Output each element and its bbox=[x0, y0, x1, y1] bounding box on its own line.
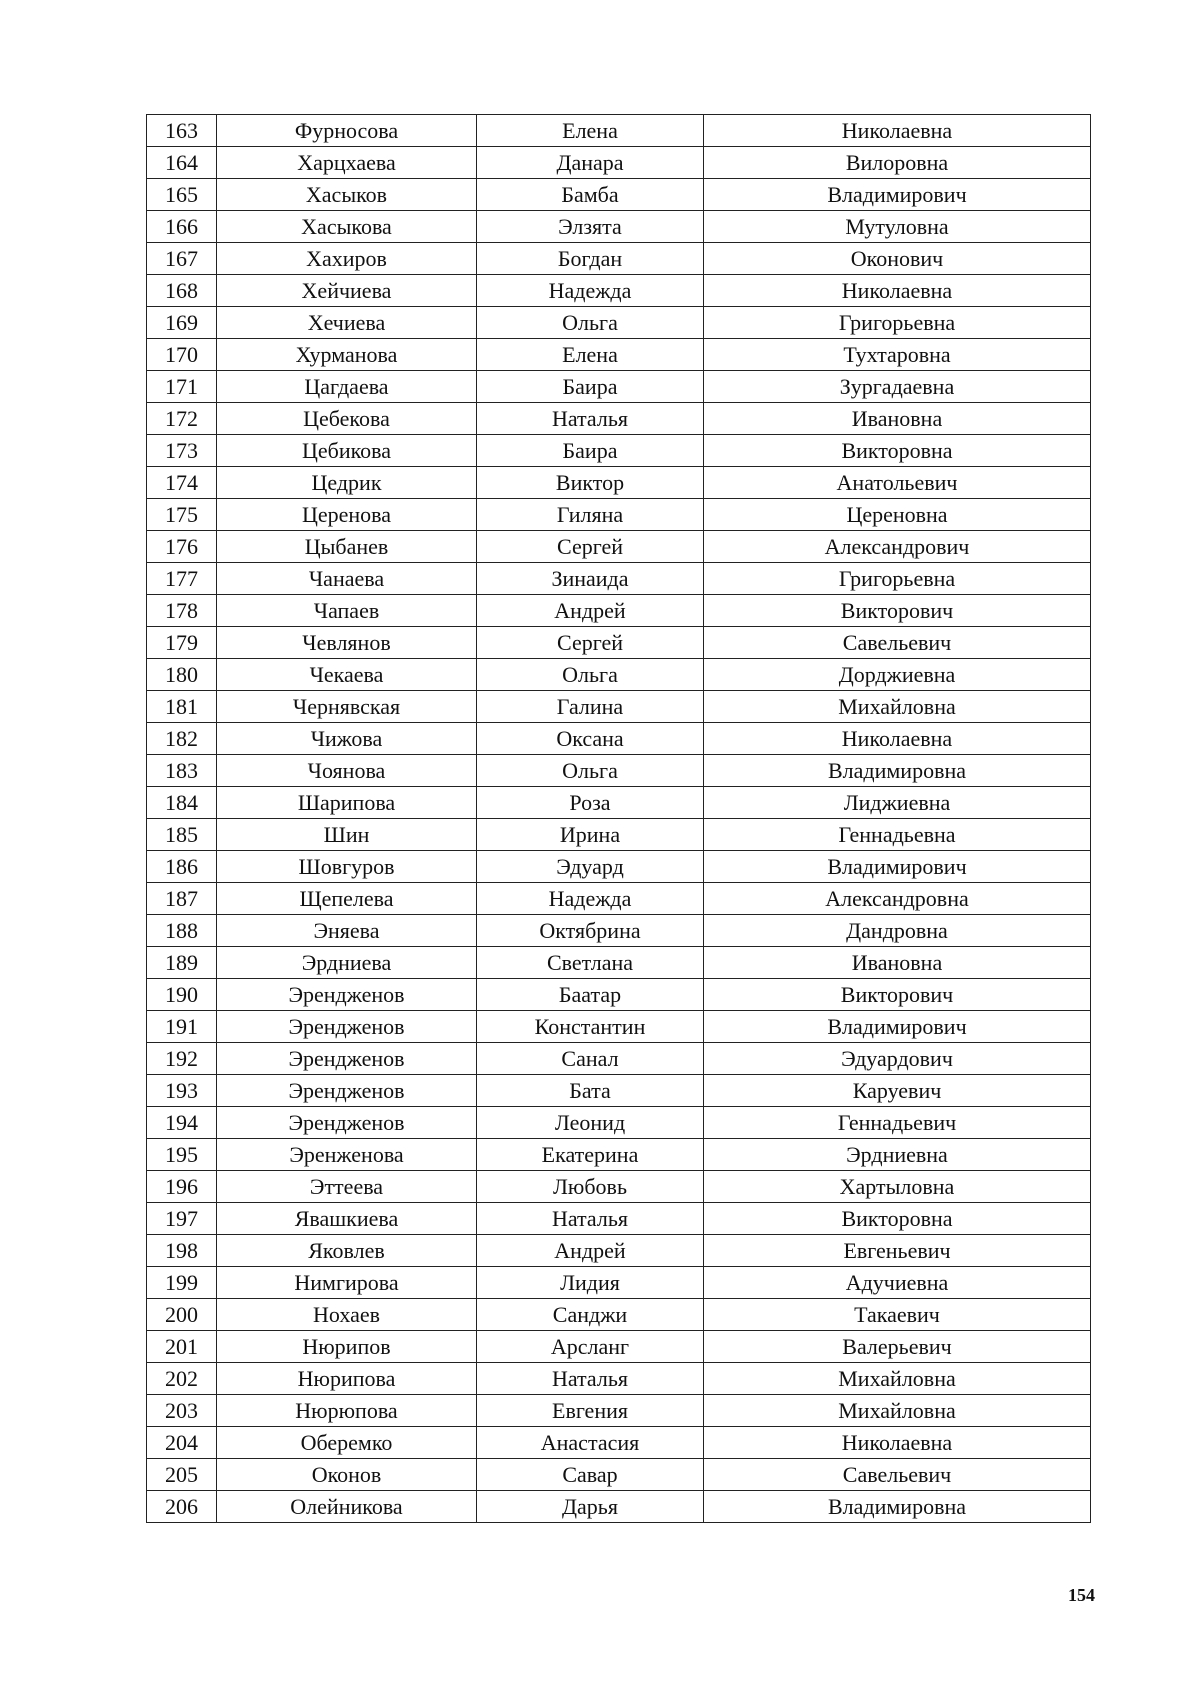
patronymic-cell: Оконович bbox=[704, 243, 1091, 275]
table-row bbox=[147, 275, 1091, 307]
row-number-cell: 182 bbox=[147, 723, 217, 755]
row-number-cell: 174 bbox=[147, 467, 217, 499]
first-name-cell: Надежда bbox=[477, 275, 704, 307]
last-name-cell: Харцхаева bbox=[217, 147, 477, 179]
last-name-cell: Оконов bbox=[217, 1459, 477, 1491]
table-row bbox=[147, 1299, 1091, 1331]
row-number-cell: 172 bbox=[147, 403, 217, 435]
patronymic-cell: Александровна bbox=[704, 883, 1091, 915]
last-name-cell: Оберемко bbox=[217, 1427, 477, 1459]
row-number-cell: 199 bbox=[147, 1267, 217, 1299]
table-row bbox=[147, 1043, 1091, 1075]
table-row bbox=[147, 1011, 1091, 1043]
last-name-cell: Цыбанев bbox=[217, 531, 477, 563]
first-name-cell: Наталья bbox=[477, 1363, 704, 1395]
table-row bbox=[147, 659, 1091, 691]
last-name-cell: Нюрипов bbox=[217, 1331, 477, 1363]
last-name-cell: Щепелева bbox=[217, 883, 477, 915]
patronymic-cell: Валерьевич bbox=[704, 1331, 1091, 1363]
last-name-cell: Цебекова bbox=[217, 403, 477, 435]
last-name-cell: Нюрипова bbox=[217, 1363, 477, 1395]
row-number-cell: 166 bbox=[147, 211, 217, 243]
last-name-cell: Чанаева bbox=[217, 563, 477, 595]
first-name-cell: Баира bbox=[477, 435, 704, 467]
last-name-cell: Эрендженов bbox=[217, 1075, 477, 1107]
roster-table-body bbox=[147, 115, 1091, 1523]
row-number-cell: 163 bbox=[147, 115, 217, 147]
patronymic-cell: Геннадьевич bbox=[704, 1107, 1091, 1139]
patronymic-cell: Викторовна bbox=[704, 1203, 1091, 1235]
last-name-cell: Нимгирова bbox=[217, 1267, 477, 1299]
last-name-cell: Яковлев bbox=[217, 1235, 477, 1267]
last-name-cell: Чекаева bbox=[217, 659, 477, 691]
first-name-cell: Баира bbox=[477, 371, 704, 403]
first-name-cell: Зинаида bbox=[477, 563, 704, 595]
first-name-cell: Элзята bbox=[477, 211, 704, 243]
patronymic-cell: Владимировна bbox=[704, 1491, 1091, 1523]
patronymic-cell: Савельевич bbox=[704, 1459, 1091, 1491]
table-row bbox=[147, 979, 1091, 1011]
first-name-cell: Роза bbox=[477, 787, 704, 819]
table-row bbox=[147, 883, 1091, 915]
first-name-cell: Екатерина bbox=[477, 1139, 704, 1171]
row-number-cell: 185 bbox=[147, 819, 217, 851]
table-row bbox=[147, 467, 1091, 499]
row-number-cell: 202 bbox=[147, 1363, 217, 1395]
row-number-cell: 192 bbox=[147, 1043, 217, 1075]
table-row bbox=[147, 1203, 1091, 1235]
first-name-cell: Евгения bbox=[477, 1395, 704, 1427]
table-row bbox=[147, 243, 1091, 275]
first-name-cell: Октябрина bbox=[477, 915, 704, 947]
table-row bbox=[147, 211, 1091, 243]
table-row bbox=[147, 1331, 1091, 1363]
first-name-cell: Ольга bbox=[477, 307, 704, 339]
table-row bbox=[147, 595, 1091, 627]
row-number-cell: 197 bbox=[147, 1203, 217, 1235]
first-name-cell: Эдуард bbox=[477, 851, 704, 883]
row-number-cell: 189 bbox=[147, 947, 217, 979]
row-number-cell: 180 bbox=[147, 659, 217, 691]
table-row bbox=[147, 787, 1091, 819]
table-row bbox=[147, 1395, 1091, 1427]
last-name-cell: Эрендженов bbox=[217, 1043, 477, 1075]
first-name-cell: Арсланг bbox=[477, 1331, 704, 1363]
first-name-cell: Ольга bbox=[477, 755, 704, 787]
table-row bbox=[147, 819, 1091, 851]
patronymic-cell: Такаевич bbox=[704, 1299, 1091, 1331]
table-row bbox=[147, 115, 1091, 147]
last-name-cell: Эттеева bbox=[217, 1171, 477, 1203]
last-name-cell: Эрендженов bbox=[217, 1011, 477, 1043]
patronymic-cell: Владимирович bbox=[704, 1011, 1091, 1043]
row-number-cell: 181 bbox=[147, 691, 217, 723]
table-row bbox=[147, 1139, 1091, 1171]
row-number-cell: 167 bbox=[147, 243, 217, 275]
table-row bbox=[147, 723, 1091, 755]
row-number-cell: 175 bbox=[147, 499, 217, 531]
last-name-cell: Хахиров bbox=[217, 243, 477, 275]
first-name-cell: Наталья bbox=[477, 1203, 704, 1235]
first-name-cell: Сергей bbox=[477, 531, 704, 563]
first-name-cell: Елена bbox=[477, 115, 704, 147]
first-name-cell: Савар bbox=[477, 1459, 704, 1491]
table-row bbox=[147, 691, 1091, 723]
table-row bbox=[147, 627, 1091, 659]
row-number-cell: 206 bbox=[147, 1491, 217, 1523]
patronymic-cell: Адучиевна bbox=[704, 1267, 1091, 1299]
row-number-cell: 168 bbox=[147, 275, 217, 307]
row-number-cell: 200 bbox=[147, 1299, 217, 1331]
row-number-cell: 203 bbox=[147, 1395, 217, 1427]
last-name-cell: Олейникова bbox=[217, 1491, 477, 1523]
row-number-cell: 198 bbox=[147, 1235, 217, 1267]
table-row bbox=[147, 1363, 1091, 1395]
patronymic-cell: Николаевна bbox=[704, 275, 1091, 307]
last-name-cell: Хурманова bbox=[217, 339, 477, 371]
patronymic-cell: Ивановна bbox=[704, 403, 1091, 435]
first-name-cell: Санджи bbox=[477, 1299, 704, 1331]
table-row bbox=[147, 1459, 1091, 1491]
last-name-cell: Явашкиева bbox=[217, 1203, 477, 1235]
first-name-cell: Ольга bbox=[477, 659, 704, 691]
last-name-cell: Чапаев bbox=[217, 595, 477, 627]
row-number-cell: 194 bbox=[147, 1107, 217, 1139]
patronymic-cell: Николаевна bbox=[704, 1427, 1091, 1459]
first-name-cell: Виктор bbox=[477, 467, 704, 499]
patronymic-cell: Григорьевна bbox=[704, 563, 1091, 595]
patronymic-cell: Владимировна bbox=[704, 755, 1091, 787]
last-name-cell: Эрендженов bbox=[217, 1107, 477, 1139]
patronymic-cell: Николаевна bbox=[704, 115, 1091, 147]
first-name-cell: Надежда bbox=[477, 883, 704, 915]
patronymic-cell: Лиджиевна bbox=[704, 787, 1091, 819]
row-number-cell: 169 bbox=[147, 307, 217, 339]
row-number-cell: 173 bbox=[147, 435, 217, 467]
row-number-cell: 205 bbox=[147, 1459, 217, 1491]
row-number-cell: 201 bbox=[147, 1331, 217, 1363]
last-name-cell: Нохаев bbox=[217, 1299, 477, 1331]
row-number-cell: 164 bbox=[147, 147, 217, 179]
patronymic-cell: Хартыловна bbox=[704, 1171, 1091, 1203]
row-number-cell: 190 bbox=[147, 979, 217, 1011]
last-name-cell: Нюрюпова bbox=[217, 1395, 477, 1427]
row-number-cell: 191 bbox=[147, 1011, 217, 1043]
table-row bbox=[147, 1235, 1091, 1267]
last-name-cell: Эрдниева bbox=[217, 947, 477, 979]
patronymic-cell: Михайловна bbox=[704, 691, 1091, 723]
last-name-cell: Шин bbox=[217, 819, 477, 851]
patronymic-cell: Николаевна bbox=[704, 723, 1091, 755]
row-number-cell: 186 bbox=[147, 851, 217, 883]
patronymic-cell: Михайловна bbox=[704, 1395, 1091, 1427]
row-number-cell: 188 bbox=[147, 915, 217, 947]
row-number-cell: 193 bbox=[147, 1075, 217, 1107]
table-row bbox=[147, 1075, 1091, 1107]
first-name-cell: Дарья bbox=[477, 1491, 704, 1523]
row-number-cell: 179 bbox=[147, 627, 217, 659]
patronymic-cell: Эрдниевна bbox=[704, 1139, 1091, 1171]
patronymic-cell: Викторович bbox=[704, 595, 1091, 627]
patronymic-cell: Михайловна bbox=[704, 1363, 1091, 1395]
table-row bbox=[147, 147, 1091, 179]
table-row bbox=[147, 851, 1091, 883]
table-row bbox=[147, 403, 1091, 435]
row-number-cell: 177 bbox=[147, 563, 217, 595]
last-name-cell: Эрендженов bbox=[217, 979, 477, 1011]
last-name-cell: Хасыков bbox=[217, 179, 477, 211]
first-name-cell: Леонид bbox=[477, 1107, 704, 1139]
first-name-cell: Наталья bbox=[477, 403, 704, 435]
row-number-cell: 171 bbox=[147, 371, 217, 403]
last-name-cell: Шовгуров bbox=[217, 851, 477, 883]
row-number-cell: 204 bbox=[147, 1427, 217, 1459]
first-name-cell: Лидия bbox=[477, 1267, 704, 1299]
table-row bbox=[147, 755, 1091, 787]
table-row bbox=[147, 1107, 1091, 1139]
last-name-cell: Хейчиева bbox=[217, 275, 477, 307]
first-name-cell: Гиляна bbox=[477, 499, 704, 531]
patronymic-cell: Геннадьевна bbox=[704, 819, 1091, 851]
table-row bbox=[147, 1427, 1091, 1459]
row-number-cell: 187 bbox=[147, 883, 217, 915]
patronymic-cell: Цереновна bbox=[704, 499, 1091, 531]
last-name-cell: Шарипова bbox=[217, 787, 477, 819]
table-row bbox=[147, 435, 1091, 467]
first-name-cell: Санал bbox=[477, 1043, 704, 1075]
patronymic-cell: Эдуардович bbox=[704, 1043, 1091, 1075]
table-row bbox=[147, 307, 1091, 339]
patronymic-cell: Викторовна bbox=[704, 435, 1091, 467]
table-row bbox=[147, 1267, 1091, 1299]
row-number-cell: 178 bbox=[147, 595, 217, 627]
patronymic-cell: Вилоровна bbox=[704, 147, 1091, 179]
row-number-cell: 184 bbox=[147, 787, 217, 819]
last-name-cell: Чижова bbox=[217, 723, 477, 755]
table-row bbox=[147, 1171, 1091, 1203]
first-name-cell: Бамба bbox=[477, 179, 704, 211]
patronymic-cell: Зургадаевна bbox=[704, 371, 1091, 403]
table-row bbox=[147, 947, 1091, 979]
patronymic-cell: Владимирович bbox=[704, 179, 1091, 211]
table-row bbox=[147, 371, 1091, 403]
patronymic-cell: Александрович bbox=[704, 531, 1091, 563]
table-row bbox=[147, 563, 1091, 595]
table-row bbox=[147, 339, 1091, 371]
row-number-cell: 170 bbox=[147, 339, 217, 371]
patronymic-cell: Дорджиевна bbox=[704, 659, 1091, 691]
first-name-cell: Константин bbox=[477, 1011, 704, 1043]
last-name-cell: Цедрик bbox=[217, 467, 477, 499]
patronymic-cell: Мутуловна bbox=[704, 211, 1091, 243]
last-name-cell: Эняева bbox=[217, 915, 477, 947]
patronymic-cell: Ивановна bbox=[704, 947, 1091, 979]
row-number-cell: 176 bbox=[147, 531, 217, 563]
last-name-cell: Хечиева bbox=[217, 307, 477, 339]
roster-table bbox=[146, 114, 1091, 1523]
last-name-cell: Чоянова bbox=[217, 755, 477, 787]
first-name-cell: Елена bbox=[477, 339, 704, 371]
first-name-cell: Сергей bbox=[477, 627, 704, 659]
patronymic-cell: Тухтаровна bbox=[704, 339, 1091, 371]
page-number: 154 bbox=[1068, 1585, 1095, 1605]
patronymic-cell: Григорьевна bbox=[704, 307, 1091, 339]
last-name-cell: Чернявская bbox=[217, 691, 477, 723]
patronymic-cell: Анатольевич bbox=[704, 467, 1091, 499]
first-name-cell: Данара bbox=[477, 147, 704, 179]
first-name-cell: Андрей bbox=[477, 1235, 704, 1267]
first-name-cell: Светлана bbox=[477, 947, 704, 979]
row-number-cell: 183 bbox=[147, 755, 217, 787]
last-name-cell: Чевлянов bbox=[217, 627, 477, 659]
first-name-cell: Галина bbox=[477, 691, 704, 723]
first-name-cell: Бата bbox=[477, 1075, 704, 1107]
first-name-cell: Богдан bbox=[477, 243, 704, 275]
table-row bbox=[147, 179, 1091, 211]
last-name-cell: Церенова bbox=[217, 499, 477, 531]
patronymic-cell: Савельевич bbox=[704, 627, 1091, 659]
table-row bbox=[147, 915, 1091, 947]
last-name-cell: Фурносова bbox=[217, 115, 477, 147]
first-name-cell: Баатар bbox=[477, 979, 704, 1011]
row-number-cell: 165 bbox=[147, 179, 217, 211]
patronymic-cell: Евгеньевич bbox=[704, 1235, 1091, 1267]
patronymic-cell: Викторович bbox=[704, 979, 1091, 1011]
first-name-cell: Любовь bbox=[477, 1171, 704, 1203]
first-name-cell: Оксана bbox=[477, 723, 704, 755]
last-name-cell: Цагдаева bbox=[217, 371, 477, 403]
patronymic-cell: Дандровна bbox=[704, 915, 1091, 947]
first-name-cell: Ирина bbox=[477, 819, 704, 851]
first-name-cell: Андрей bbox=[477, 595, 704, 627]
table-row bbox=[147, 531, 1091, 563]
patronymic-cell: Каруевич bbox=[704, 1075, 1091, 1107]
last-name-cell: Цебикова bbox=[217, 435, 477, 467]
row-number-cell: 196 bbox=[147, 1171, 217, 1203]
table-row bbox=[147, 499, 1091, 531]
last-name-cell: Хасыкова bbox=[217, 211, 477, 243]
row-number-cell: 195 bbox=[147, 1139, 217, 1171]
last-name-cell: Эренженова bbox=[217, 1139, 477, 1171]
first-name-cell: Анастасия bbox=[477, 1427, 704, 1459]
patronymic-cell: Владимирович bbox=[704, 851, 1091, 883]
table-row bbox=[147, 1491, 1091, 1523]
